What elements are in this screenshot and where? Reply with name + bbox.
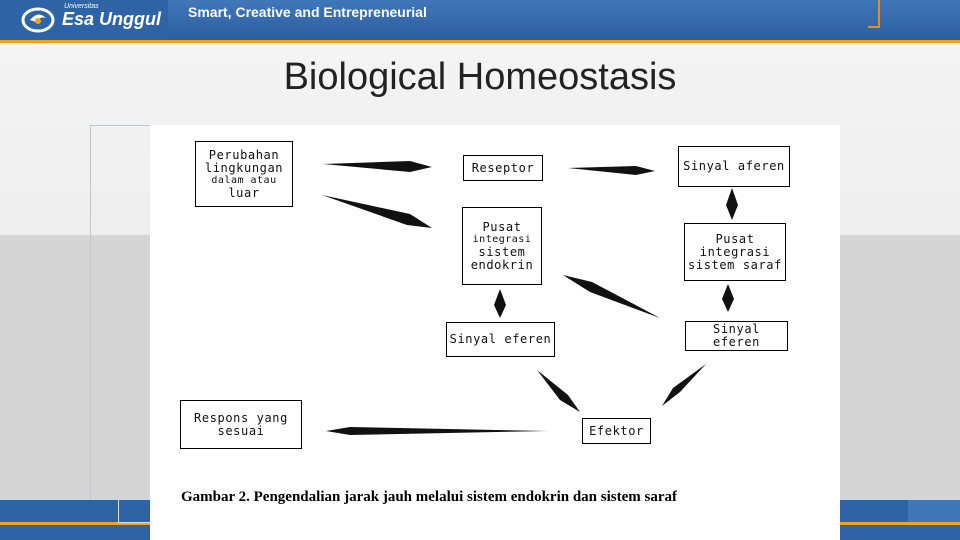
arrow-reseptor-to-sinyal-aferen [568,166,655,175]
box-perubahan-line-3: dalam atau [211,174,277,186]
box-sinyal-aferen-label: Sinyal aferen [683,159,785,173]
brand-small-text: Universitas [64,3,99,10]
box-pusat-endokrin-line-1: Pusat [482,219,522,234]
box-sinyal-aferen [678,146,790,187]
arrow-efektor-to-respons [326,427,548,435]
arrow-sinyal-eferen-to-efektor-left [537,370,580,412]
box-pusat-saraf-line-2: integrasi [699,244,771,259]
arrow-pusat-saraf-to-sinyal-eferen [722,284,734,312]
box-pusat-integrasi-endokrin [462,207,542,285]
box-sinyal-eferen-left [446,322,555,357]
box-respons-yang-sesuai [180,400,302,449]
arrow-perubahan-to-pusat-endokrin [322,195,432,228]
arrow-sinyal-aferen-to-pusat-saraf [726,188,738,220]
box-sinyal-eferen-right-label: Sinyal eferen [713,322,760,349]
box-efektor [582,418,651,444]
box-pusat-saraf-line-3: sistem saraf [688,257,782,272]
box-respons-line-2: sesuai [217,423,265,438]
box-efektor-label: Efektor [589,423,644,438]
box-respons-line-1: Respons yang [194,410,288,425]
box-pusat-endokrin-line-4: endokrin [470,257,534,272]
box-sinyal-eferen-right [685,321,788,351]
box-reseptor-label: Reseptor [471,160,535,175]
box-perubahan-lingkungan [195,141,293,207]
box-pusat-endokrin-line-2: integrasi [472,233,532,245]
brand-name: Esa Unggul [62,9,162,29]
arrow-pusat-endokrin-to-sinyal-eferen [494,289,506,318]
arrow-pusat-saraf-to-pusat-endokrin [563,275,660,318]
slide-title: Biological Homeostasis [283,56,677,98]
box-sinyal-eferen-left-label: Sinyal eferen [449,332,552,346]
box-perubahan-line-2: lingkungan [204,160,284,175]
box-reseptor [463,155,543,181]
figure-caption: Gambar 2. Pengendalian jarak jauh melalui sistem endokrin dan sistem saraf [181,489,678,505]
header-tagline: Smart, Creative and Entrepreneurial [188,4,427,20]
arrow-sinyal-eferen-to-efektor-right [662,364,706,406]
box-pusat-integrasi-saraf [684,223,786,281]
box-pusat-saraf-line-1: Pusat [715,231,755,246]
box-perubahan-line-4: luar [228,185,260,200]
box-pusat-endokrin-line-3: sistem [478,244,526,259]
arrow-perubahan-to-reseptor [323,161,432,172]
box-perubahan-line-1: Perubahan [208,147,280,162]
